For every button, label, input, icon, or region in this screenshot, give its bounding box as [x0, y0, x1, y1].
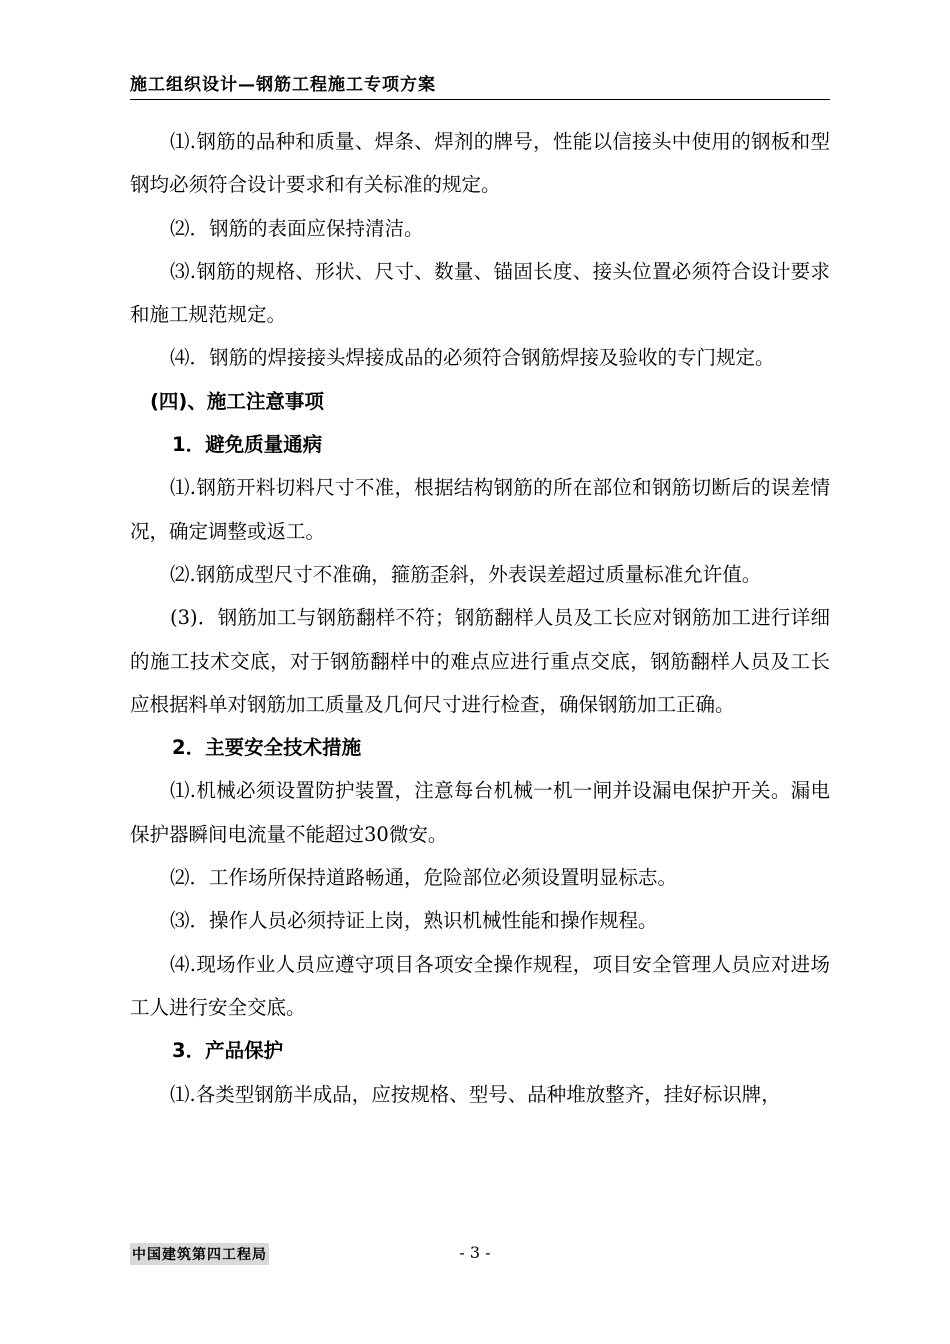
paragraph: (3)．钢筋加工与钢筋翻样不符；钢筋翻样人员及工长应对钢筋加工进行详细的施工技术交底，对于钢筋翻样中的难点应进行重点交底，钢筋翻样人员及工长应根据料单对钢筋加工质量及几何尺寸进行检查，确保钢筋加工正确。 [130, 606, 830, 716]
page-number: - 3 - [459, 1243, 491, 1262]
paragraph: ⑵．钢筋的表面应保持清洁。 [170, 216, 424, 240]
subsection-heading: 3．产品保护 [172, 1039, 284, 1063]
page-header-title: 施工组织设计—钢筋工程施工专项方案 [130, 70, 830, 100]
paragraph: ⑴.各类型钢筋半成品，应按规格、型号、品种堆放整齐，挂好标识牌， [170, 1082, 781, 1106]
subsection-heading: 1．避免质量通病 [172, 433, 323, 457]
paragraph: ⑴.钢筋开料切料尺寸不准，根据结构钢筋的所在部位和钢筋切断后的误差情况，确定调整或返工。 [130, 476, 830, 543]
paragraph: ⑶.钢筋的规格、形状、尺寸、数量、锚固长度、接头位置必须符合设计要求和施工规范规定。 [130, 259, 830, 327]
section-heading: (四)、施工注意事项 [150, 389, 324, 413]
subsection-heading: 2．主要安全技术措施 [172, 736, 362, 760]
paragraph: ⑷.现场作业人员应遵守项目各项安全操作规程，项目安全管理人员应对进场工人进行安全交底。 [130, 952, 830, 1019]
document-body [130, 120, 830, 1116]
footer-company: 中国建筑第四工程局 [130, 1243, 269, 1265]
paragraph: ⑵.钢筋成型尺寸不准确，箍筋歪斜，外表误差超过质量标准允许值。 [170, 562, 762, 586]
paragraph: ⑴.钢筋的品种和质量、焊条、焊剂的牌号，性能以信接头中使用的钢板和型钢均必须符合设计要求和有关标准的规定。 [130, 130, 830, 197]
paragraph: ⑵．工作场所保持道路畅通，危险部位必须设置明显标志。 [170, 866, 678, 890]
paragraph: ⑴.机械必须设置防护装置，注意每台机械一机一闸并设漏电保护开关。漏电保护器瞬间电流量不能超过30微安。 [130, 779, 830, 846]
paragraph: ⑷．钢筋的焊接接头焊接成品的必须符合钢筋焊接及验收的专门规定。 [170, 346, 775, 370]
paragraph: ⑶．操作人员必须持证上岗，熟识机械性能和操作规程。 [170, 909, 658, 933]
